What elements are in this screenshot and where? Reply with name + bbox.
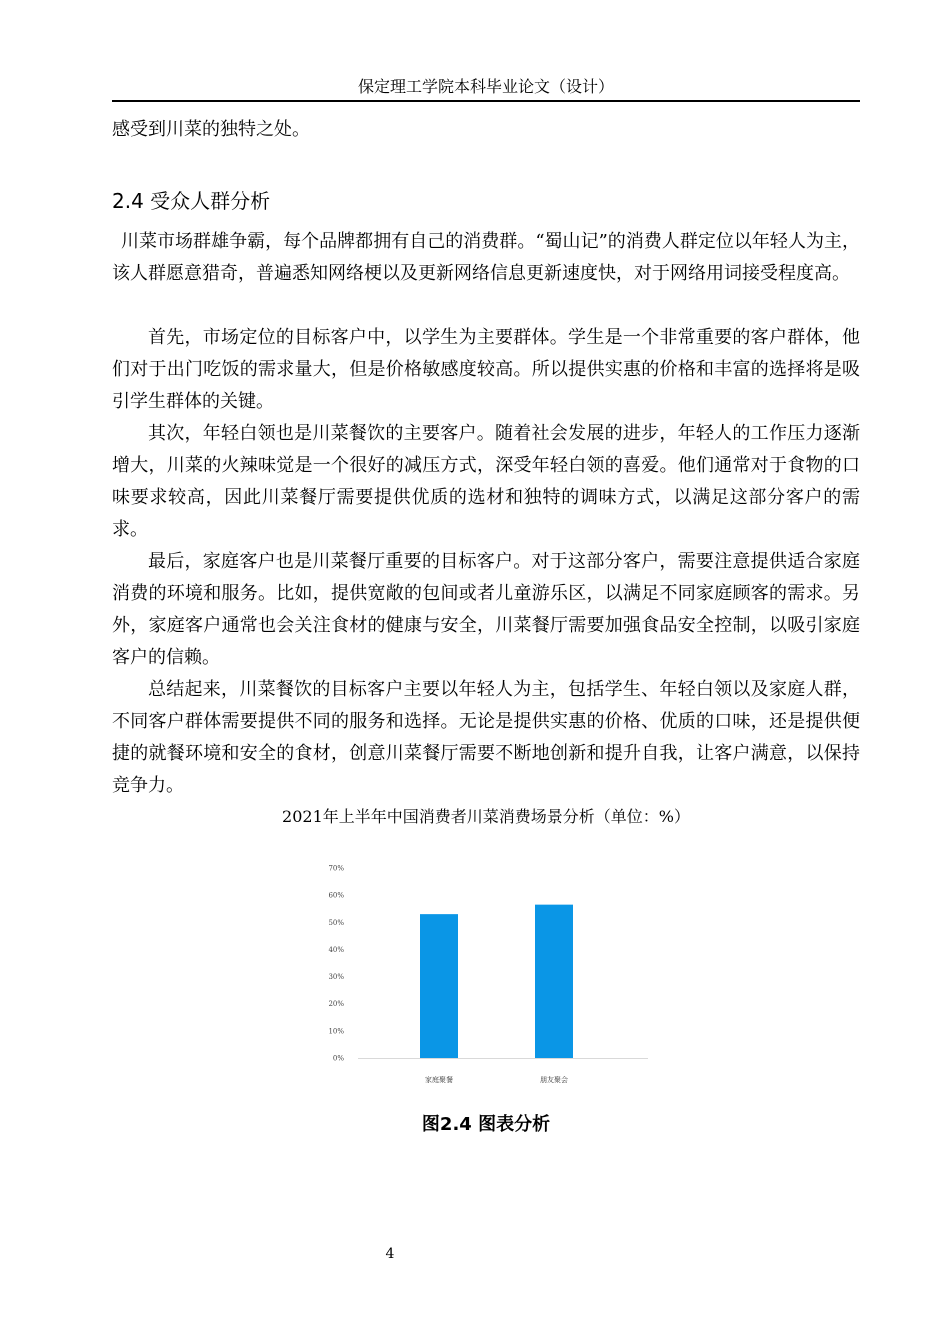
section-heading: 2.4 受众人群分析	[112, 189, 271, 213]
y-tick-label: 10%	[328, 1027, 344, 1036]
paragraph-students: 首先，市场定位的目标客户中，以学生为主要群体。学生是一个非常重要的客户群体，他们对于出门吃饭的需求量大，但是价格敏感度较高。所以提供实惠的价格和丰富的选择将是吸引学生群体的关键。	[112, 327, 860, 412]
y-tick-label: 40%	[328, 945, 344, 954]
y-tick-label: 70%	[328, 864, 344, 873]
y-tick-label: 50%	[328, 918, 344, 927]
y-tick-label: 0%	[332, 1054, 344, 1063]
y-tick-label: 30%	[328, 973, 344, 982]
x-category-label: 朋友聚会	[540, 1076, 568, 1084]
y-tick-label: 60%	[328, 891, 344, 900]
header-rule	[112, 100, 860, 102]
bar-1	[420, 914, 458, 1058]
chart-title: 2021年上半年中国消费者川菜消费场景分析（单位：%）	[282, 807, 690, 826]
paragraph-summary: 总结起来，川菜餐饮的目标客户主要以年轻人为主，包括学生、年轻白领以及家庭人群，不同客户群体需要提供不同的服务和选择。无论是提供实惠的价格、优质的口味，还是提供便捷的就餐环境和安全的食材，创意川菜餐厅需要不断地创新和提升自我，让客户满意，以保持竞争力。	[112, 679, 860, 796]
bar-2	[535, 905, 573, 1058]
page-number: 4	[385, 1246, 395, 1262]
bar-chart	[320, 856, 660, 1096]
page-header: 保定理工学院本科毕业论文（设计）	[357, 77, 614, 96]
paragraph-intro: 川菜市场群雄争霸，每个品牌都拥有自己的消费群。“蜀山记”的消费人群定位以年轻人为主，该人群愿意猎奇，普遍悉知网络梗以及更新网络信息更新速度快，对于网络用词接受程度高。	[112, 231, 860, 284]
figure-caption: 图2.4 图表分析	[421, 1114, 551, 1135]
paragraph-continuation: 感受到川菜的独特之处。	[112, 119, 310, 140]
paragraph-white-collar: 其次，年轻白领也是川菜餐饮的主要客户。随着社会发展的进步，年轻人的工作压力逐渐增大，川菜的火辣味觉是一个很好的减压方式，深受年轻白领的喜爱。他们通常对于食物的口味要求较高，因此川菜餐厅需要提供优质的选材和独特的调味方式，以满足这部分客户的需求。	[112, 423, 860, 540]
y-tick-label: 20%	[328, 1000, 344, 1009]
x-category-label: 家庭聚餐	[425, 1076, 453, 1084]
paragraph-family: 最后，家庭客户也是川菜餐厅重要的目标客户。对于这部分客户，需要注意提供适合家庭消费的环境和服务。比如，提供宽敞的包间或者儿童游乐区，以满足不同家庭顾客的需求。另外，家庭客户通常也会关注食材的健康与安全，川菜餐厅需要加强食品安全控制，以吸引家庭客户的信赖。	[112, 551, 860, 668]
